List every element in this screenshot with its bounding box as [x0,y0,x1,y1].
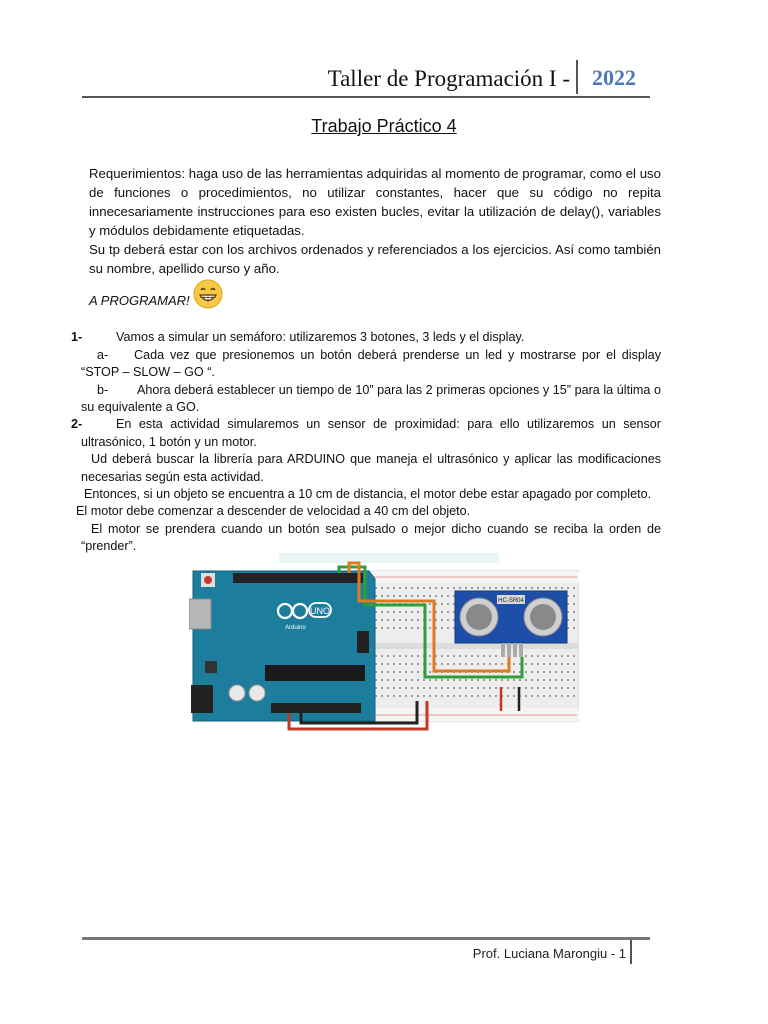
exercise-2-text: En esta actividad simularemos un sensor de proximidad: para ello utilizaremos un sensor [116,417,661,431]
page-footer [82,937,650,961]
exercise-1a-label: a- [97,348,109,362]
exercise-2-button-text-cont: “prender”. [81,539,137,553]
exercise-number: 2- [71,417,83,431]
call-to-action: A PROGRAMAR! [89,293,190,308]
requirements-section [89,164,661,278]
requirements-paragraph: Requerimientos: haga uso de las herramientas adquiridas al momento de programar, como el uso de funciones o procedimientos, no utilizar constantes, hacer que su código no repita innecesariamente instrucciones para eso existen bucles, evitar la utilización de delay(), variables y módulos debidamente etiquetadas. [89,166,661,238]
footer-divider [630,940,632,964]
board-brand-text: Arduino [285,625,306,631]
sensor-label-text: HC-SR04 [498,598,524,604]
exercise-2-distance-text: Entonces, si un objeto se encuentra a 10 cm de distancia, el motor debe estar apagado por completo. [84,487,652,501]
header-year: 2022 [576,60,650,94]
page-header [82,62,650,98]
exercise-number: 1- [71,330,83,344]
footer-author: Prof. Luciana Marongiu - 1 [472,946,626,961]
exercise-2-speed-text: El motor debe comenzar a descender de velocidad a 40 cm del objeto. [76,504,471,518]
exercise-1-text: Vamos a simular un semáforo: utilizaremos 3 botones, 3 leds y el display. [116,330,525,344]
header-title: Taller de Programación I - [327,66,570,91]
exercise-1b-text: Ahora deberá establecer un tiempo de 10” para las 2 primeras opciones y 15” para la última o [137,383,661,397]
board-logo-text: UNO [310,606,330,616]
grinning-face-icon [193,279,223,309]
exercise-2-number [71,416,82,433]
exercise-2-text-cont: ultrasónico, 1 botón y un motor. [81,435,257,449]
exercise-1b-label: b- [97,383,109,397]
exercise-1-number [71,329,82,346]
document-title: Trabajo Práctico 4 [311,116,457,136]
exercise-2-library-text: Ud deberá buscar la librería para ARDUINO que maneja el ultrasónico y aplicar las modificaciones [91,452,661,466]
exercise-1b-text-cont: su equivalente a GO. [81,400,200,414]
arduino-circuit-diagram [189,553,579,737]
exercise-2-button-text: El motor se prendera cuando un botón sea pulsado o mejor dicho cuando se reciba la orden de [91,522,661,536]
exercise-1a-text: Cada vez que presionemos un botón deberá prenderse un led y mostrarse por el display [134,348,661,362]
exercise-2-library-text-cont: necesarias según esta actividad. [81,470,264,484]
submission-paragraph: Su tp deberá estar con los archivos ordenados y referenciados a los ejercicios. Así como también su nombre, apellido curso y año. [89,242,661,276]
exercise-1a-text-cont: “STOP – SLOW – GO “. [81,365,215,379]
